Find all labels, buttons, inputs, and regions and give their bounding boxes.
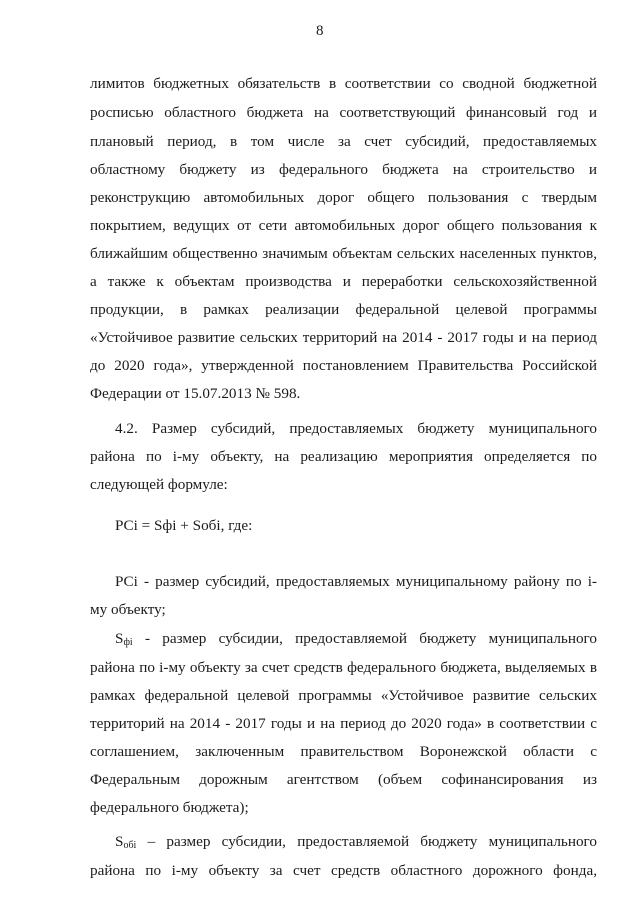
term-definition-sobi xyxy=(115,833,597,851)
term-text: – размер субсидии, предоставляемой бюджету муниципального xyxy=(147,833,598,850)
text-line: района по і-му объекту за счет средств областного дорожного фонда, xyxy=(90,862,597,879)
text-line: покрытием, ведущих от сети автомобильных дорог общего пользования к xyxy=(90,217,597,234)
term-symbol: S xyxy=(115,630,124,647)
term-subscript: обі xyxy=(123,840,137,851)
text-line: федерального бюджета); xyxy=(90,799,249,816)
text-line: района по і-му объекту, на реализацию мероприятия определяется по xyxy=(90,448,597,465)
text-line: областному бюджету из федерального бюджета на строительство и xyxy=(90,161,597,178)
text-line: района по і-му объекту за счет средств федерального бюджета, выделяемых в xyxy=(90,659,597,676)
text-line: Федерации от 15.07.2013 № 598. xyxy=(90,385,301,402)
text-line: 4.2. Размер субсидий, предоставляемых бюджету муниципального xyxy=(115,420,597,437)
text-line: Федеральным дорожным агентством (объем софинансирования из xyxy=(90,771,597,788)
term-text: - размер субсидии, предоставляемой бюджету муниципального xyxy=(144,630,597,647)
page-number: 8 xyxy=(316,23,324,39)
text-line: территорий на 2014 - 2017 годы и на период до 2020 года» в соответствии с xyxy=(90,715,597,732)
text-line: РCi - размер субсидий, предоставляемых муниципальному району по і- xyxy=(115,573,597,590)
term-symbol: S xyxy=(115,833,124,850)
text-line: му объекту; xyxy=(90,601,166,618)
text-line: соглашением, заключенным правительством Воронежской области с xyxy=(90,743,597,760)
text-line: следующей формуле: xyxy=(90,476,228,493)
text-line: реконструкцию автомобильных дорог общего пользования с твердым xyxy=(90,189,597,206)
text-line: «Устойчивое развитие сельских территорий на 2014 - 2017 годы и на период xyxy=(90,329,597,346)
text-line: до 2020 года», утвержденной постановлением Правительства Российской xyxy=(90,357,597,374)
text-line: а также к объектам производства и переработки сельскохозяйственной xyxy=(90,273,597,290)
text-line: продукции, в рамках реализации федеральной целевой программы xyxy=(90,301,597,318)
text-line: лимитов бюджетных обязательств в соответствии со сводной бюджетной xyxy=(90,75,597,92)
text-line: росписью областного бюджета на соответствующий финансовый год и xyxy=(90,104,597,121)
term-definition-sfi xyxy=(115,630,597,648)
text-line: рамках федеральной целевой программы «Устойчивое развитие сельских xyxy=(90,687,597,704)
text-line: ближайшим общественно значимым объектам сельских населенных пунктов, xyxy=(90,245,597,262)
term-subscript: фі xyxy=(123,637,133,648)
formula: РCi = Sфі + Sобі, где: xyxy=(115,517,253,534)
text-line: плановый период, в том числе за счет субсидий, предоставляемых xyxy=(90,133,597,150)
